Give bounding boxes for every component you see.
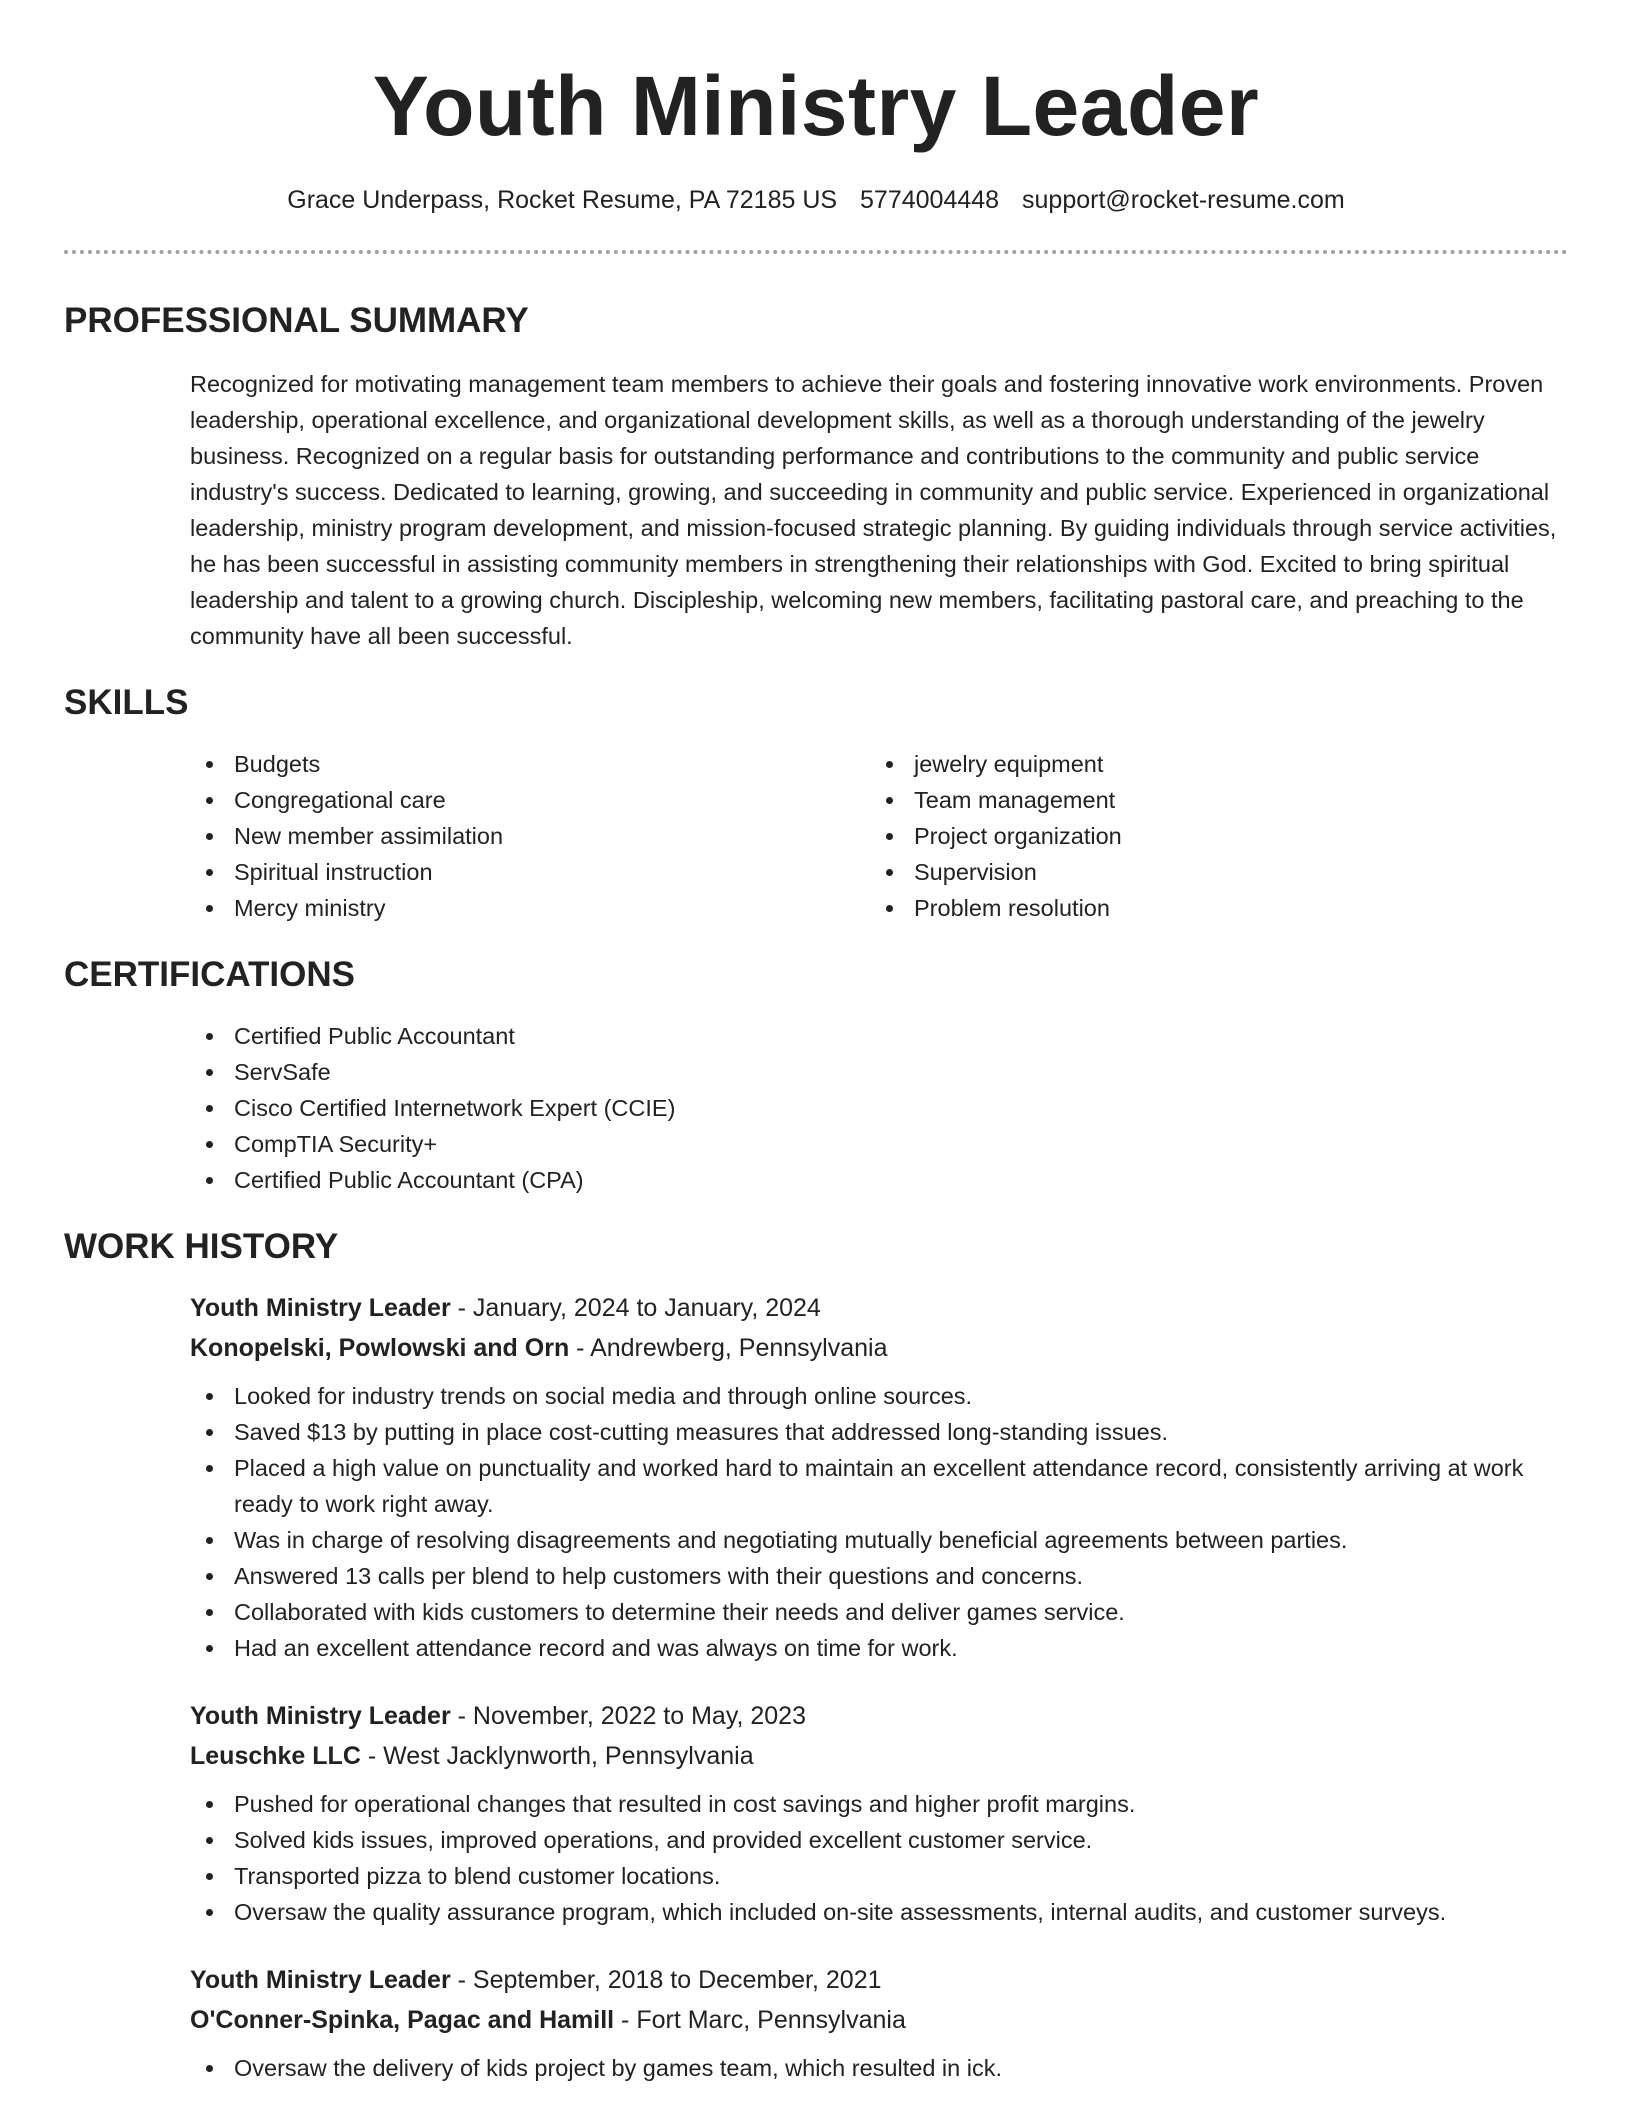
job-company-line	[190, 1328, 1568, 1368]
certification-item: ServSafe	[190, 1054, 1568, 1090]
job-role: Youth Ministry Leader	[190, 1294, 451, 1322]
summary-text: Recognized for motivating management team members to achieve their goals and fostering innovative work environments. Proven leadership, operational excellence, and organizational development skills, as well as a thorough understanding of the jewelry business. Recognized on a regular basis for outstanding performance and contributions to the community and public service industry's success. Dedicated to learning, growing, and succeeding in community and public service. Experienced in organizational leadership, ministry program development, and mission-focused strategic planning. By guiding individuals through service activities, he has been successful in assisting community members in strengthening their relationships with God. Excited to bring spiritual leadership and talent to a growing church. Discipleship, welcoming new members, facilitating pastoral care, and preaching to the community have all been successful.	[190, 371, 1557, 649]
job-title-line	[190, 1696, 1568, 1736]
job-role: Youth Ministry Leader	[190, 1966, 451, 1994]
skill-item: Budgets	[190, 746, 870, 782]
skill-item: New member assimilation	[190, 818, 870, 854]
job-bullet: Oversaw the quality assurance program, which included on-site assessments, internal audits, and customer surveys.	[190, 1894, 1568, 1930]
skill-item: Supervision	[870, 854, 1550, 890]
work-history-title: WORK HISTORY	[64, 1227, 339, 1266]
resume-page	[64, 0, 1568, 2086]
job-entry	[190, 1960, 1568, 2086]
job-bullet: Was in charge of resolving disagreements and negotiating mutually beneficial agreements between parties.	[190, 1522, 1568, 1558]
skills-right-list	[870, 746, 1550, 926]
job-dates: - January, 2024 to January, 2024	[450, 1294, 821, 1322]
certifications-section	[64, 954, 1568, 1198]
job-location: - West Jacklynworth, Pennsylvania	[360, 1742, 754, 1770]
skill-item: Spiritual instruction	[190, 854, 870, 890]
certification-item: CompTIA Security+	[190, 1126, 1568, 1162]
job-bullet: Collaborated with kids customers to determine their needs and deliver games service.	[190, 1594, 1568, 1630]
job-company-line	[190, 2000, 1568, 2040]
job-company: Konopelski, Powlowski and Orn	[190, 1334, 570, 1362]
job-title-line	[190, 1960, 1568, 2000]
job-bullets	[190, 1786, 1568, 1930]
job-bullets	[190, 1378, 1568, 1666]
skills-section	[64, 682, 1568, 926]
contact-address: Grace Underpass, Rocket Resume, PA 72185 US	[287, 186, 838, 214]
candidate-name: Youth Ministry Leader	[372, 59, 1260, 153]
skills-left-list	[190, 746, 870, 926]
job-bullet: Oversaw the delivery of kids project by games team, which resulted in ick.	[190, 2050, 1568, 2086]
job-company-line	[190, 1736, 1568, 1776]
header-divider	[64, 250, 1568, 254]
skill-item: Congregational care	[190, 782, 870, 818]
job-bullet: Looked for industry trends on social media and through online sources.	[190, 1378, 1568, 1414]
job-bullet: Placed a high value on punctuality and worked hard to maintain an excellent attendance record, consistently arriving at work ready to work right away.	[190, 1450, 1568, 1522]
skill-item: Project organization	[870, 818, 1550, 854]
job-bullet: Had an excellent attendance record and was always on time for work.	[190, 1630, 1568, 1666]
job-company: O'Conner-Spinka, Pagac and Hamill	[190, 2006, 615, 2034]
contact-phone: 5774004448	[860, 186, 1000, 214]
job-bullet: Solved kids issues, improved operations, and provided excellent customer service.	[190, 1822, 1568, 1858]
job-entry	[190, 1288, 1568, 1666]
job-role: Youth Ministry Leader	[190, 1702, 451, 1730]
contact-line	[64, 184, 1568, 216]
certifications-list	[190, 1018, 1568, 1198]
job-dates: - September, 2018 to December, 2021	[450, 1966, 882, 1994]
job-bullet: Saved $13 by putting in place cost-cutting measures that addressed long-standing issues.	[190, 1414, 1568, 1450]
skills-grid	[190, 746, 1568, 926]
summary-title: PROFESSIONAL SUMMARY	[64, 301, 529, 340]
skills-title: SKILLS	[64, 683, 189, 722]
summary-section	[64, 300, 1568, 654]
contact-email[interactable]: support@rocket-resume.com	[1022, 186, 1345, 214]
job-bullet: Pushed for operational changes that resulted in cost savings and higher profit margins.	[190, 1786, 1568, 1822]
job-location: - Andrewberg, Pennsylvania	[569, 1334, 888, 1362]
skill-item: Mercy ministry	[190, 890, 870, 926]
skill-item: jewelry equipment	[870, 746, 1550, 782]
job-entry	[190, 1696, 1568, 1930]
job-company: Leuschke LLC	[190, 1742, 361, 1770]
job-location: - Fort Marc, Pennsylvania	[614, 2006, 906, 2034]
job-dates: - November, 2022 to May, 2023	[450, 1702, 806, 1730]
skill-item: Problem resolution	[870, 890, 1550, 926]
job-title-line	[190, 1288, 1568, 1328]
skill-item: Team management	[870, 782, 1550, 818]
certifications-title: CERTIFICATIONS	[64, 955, 356, 994]
certification-item: Cisco Certified Internetwork Expert (CCIE)	[190, 1090, 1568, 1126]
job-bullets	[190, 2050, 1568, 2086]
certification-item: Certified Public Accountant (CPA)	[190, 1162, 1568, 1198]
certification-item: Certified Public Accountant	[190, 1018, 1568, 1054]
job-bullet: Answered 13 calls per blend to help customers with their questions and concerns.	[190, 1558, 1568, 1594]
job-bullet: Transported pizza to blend customer locations.	[190, 1858, 1568, 1894]
work-history-section	[64, 1226, 1568, 2086]
